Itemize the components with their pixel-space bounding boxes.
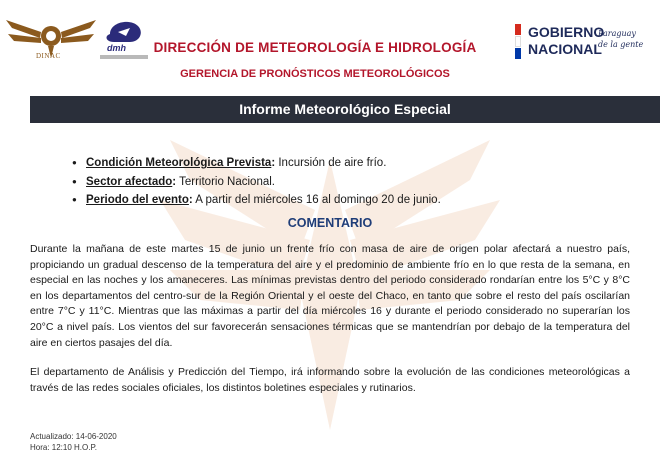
sector-value: Territorio Nacional. [176,175,275,188]
list-item: ● Periodo del evento: A partir del miércoles 16 al domingo 20 de junio. [72,191,441,210]
paraguay-flag-icon [515,24,521,58]
government-logo-text [528,24,604,58]
list-item: ● Sector afectado: Territorio Nacional. [72,173,441,192]
report-summary-list [72,154,441,210]
list-item: ● Condición Meteorológica Prevista: Incursión de aire frío. [72,154,441,173]
comment-heading: COMENTARIO [287,216,373,230]
dmh-logo-label: dmh [107,43,126,53]
dinac-logo-icon [4,10,98,70]
condition-value: Incursión de aire frío. [275,157,387,169]
header [0,0,660,96]
org-title: DIRECCIÓN DE METEOROLOGÍA E HIDROLOGÍA [153,40,477,55]
period-value: A partir del miércoles 16 al domingo 20 de junio. [192,194,441,206]
dmh-logo-underline [100,55,148,59]
comment-paragraph-2: El departamento de Análisis y Predicción del Tiempo, irá informando sobre la evolución de las condiciones meteorológicas a través de las redes sociales oficiales, los distintos boletines especiales y rutinarios. [30,366,630,394]
report-banner: Informe Meteorológico Especial [30,96,660,123]
org-subtitle: GERENCIA DE PRONÓSTICOS METEOROLÓGICOS [180,68,450,80]
government-line-2: NACIONAL [528,41,602,57]
report-footer [30,432,117,453]
updated-date: Actualizado: 14-06-2020 [30,432,117,441]
condition-label: Condición Meteorológica Prevista [86,157,272,169]
dinac-logo-label: DINAC [36,52,61,60]
government-line-1: GOBIERNO [528,24,605,40]
government-slogan: Paraguay de la gente [598,29,644,49]
comment-paragraph-1: Durante la mañana de este martes 15 de junio un frente frío con masa de aire de origen polar afectará a nuestro país, propiciando un gradual descenso de la temperatura del aire y el predominio de ambiente frío en lo que resta de la semana, en especial en las noches y los amaneceres. Las mínimas previstas dentro del periodo considerado rondarían entre los 5°C y 8°C en los departamentos del centro-sur de la Región Oriental y el oeste del Chaco, en tanto que sobre el resto del país oscilarían entre 7°C y 11°C. Mientras que las máximas a partir del día miércoles 16 y durante el periodo considerado no superarían los 20°C a nivel país. Los vientos del sur favorecerán sensaciones térmicas que se mantendrían por debajo de la temperatura del aire en ciertos pasajes del día. [30,243,630,349]
updated-time: Hora: 12:10 H.O.P. [30,442,97,452]
period-label: Periodo del evento [86,194,189,206]
sector-label: Sector afectado [86,175,173,188]
